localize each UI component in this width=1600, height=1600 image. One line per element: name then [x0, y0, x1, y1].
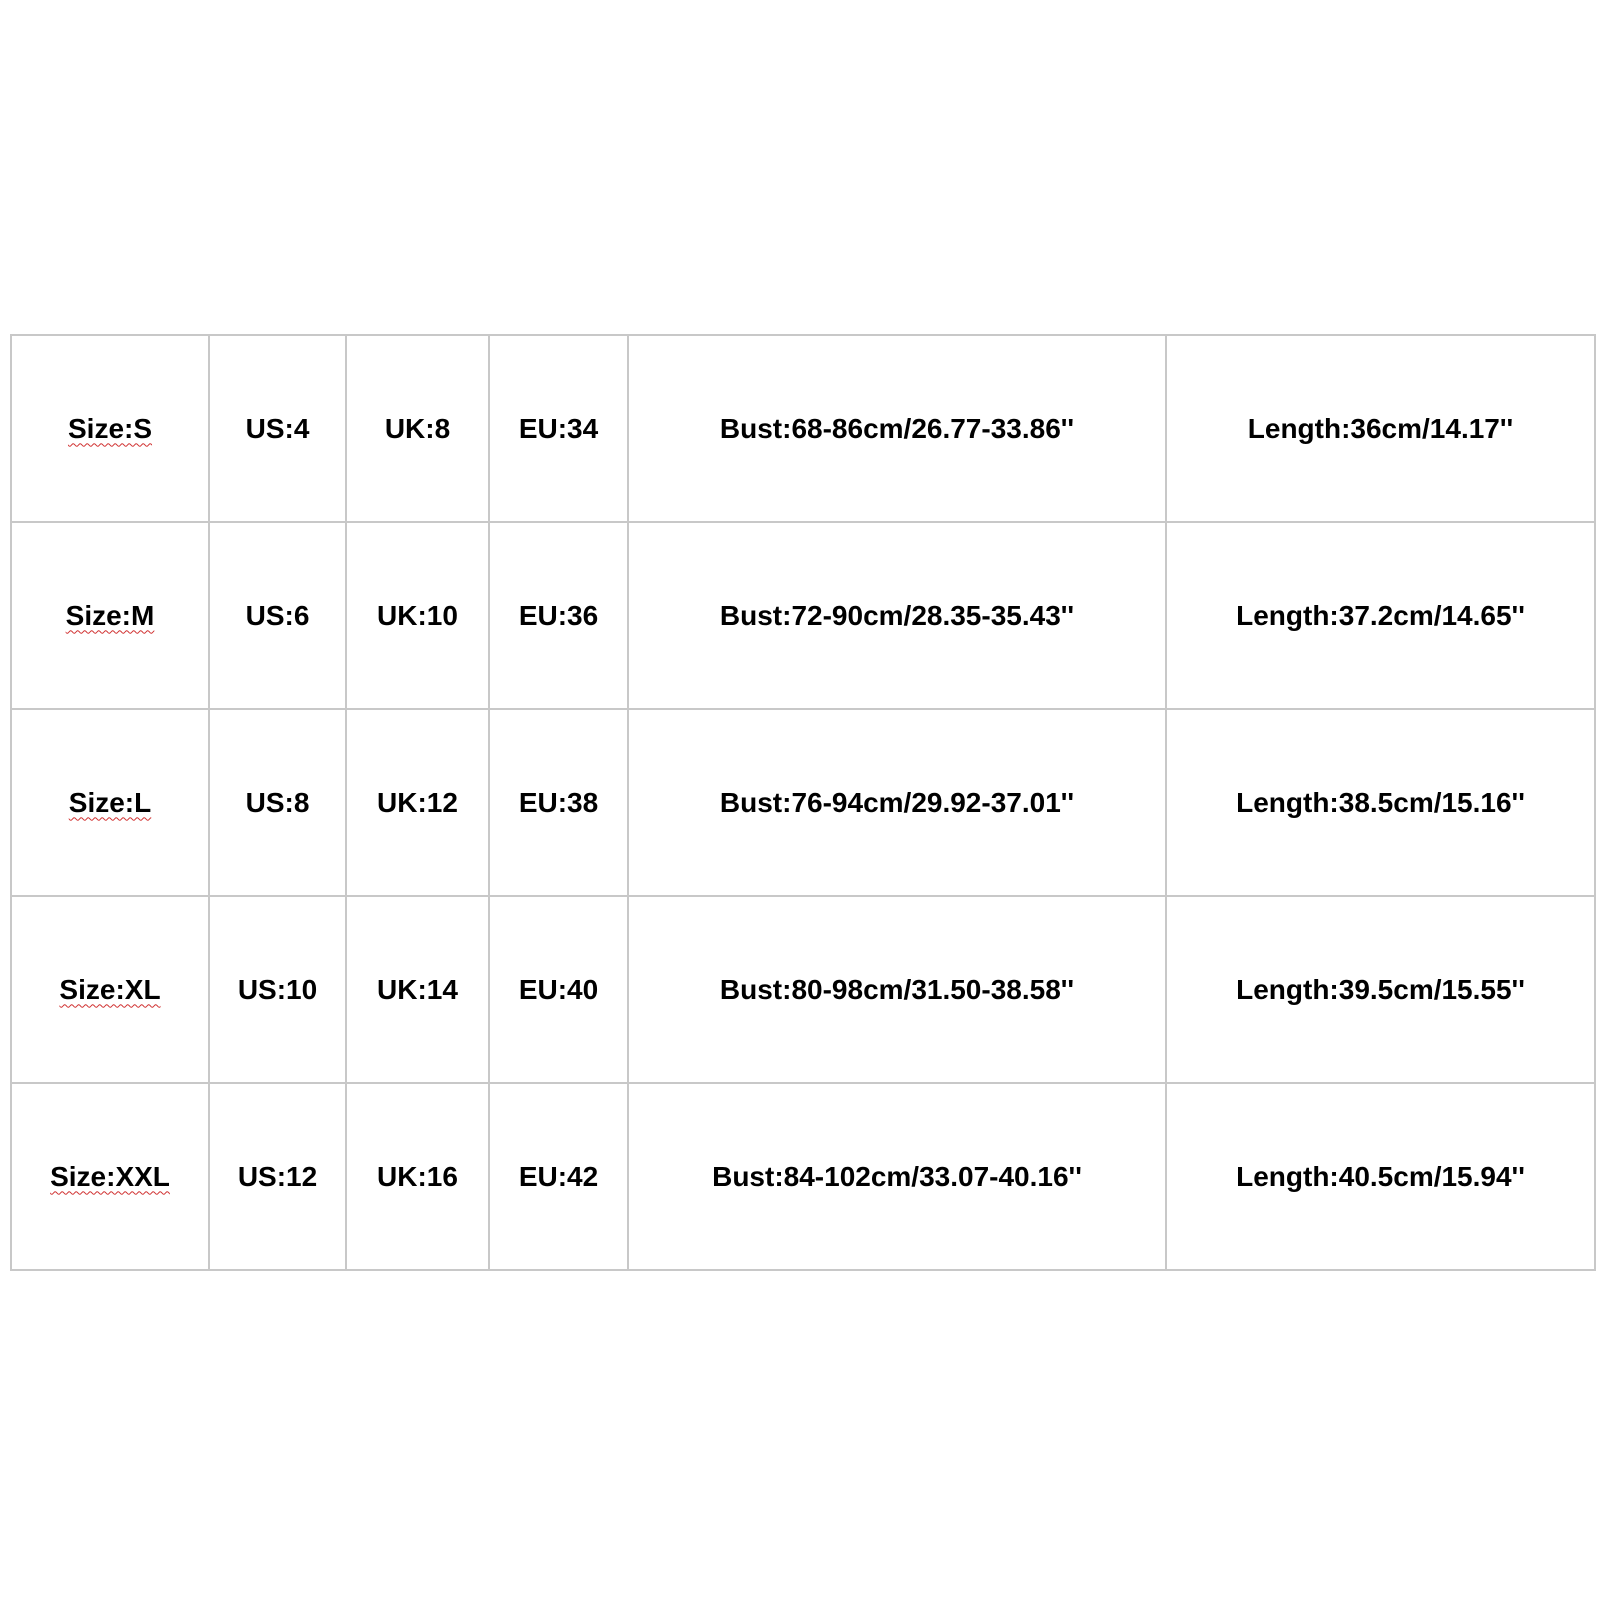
size-cell: [11, 1083, 209, 1270]
table-row: [11, 522, 1595, 709]
size-cell: [11, 335, 209, 522]
size-label: Size:M: [65, 599, 155, 631]
uk-size-cell: UK:10: [346, 522, 489, 709]
length-cell: Length:40.5cm/15.94'': [1166, 1083, 1595, 1270]
size-chart-table: [10, 334, 1596, 1271]
size-label: Size:XXL: [50, 1160, 170, 1192]
bust-cell: Bust:76-94cm/29.92-37.01'': [628, 709, 1166, 896]
size-label: Size:XL: [59, 973, 161, 1005]
table-row: [11, 1083, 1595, 1270]
length-cell: Length:37.2cm/14.65'': [1166, 522, 1595, 709]
bust-cell: Bust:72-90cm/28.35-35.43'': [628, 522, 1166, 709]
bust-cell: Bust:84-102cm/33.07-40.16'': [628, 1083, 1166, 1270]
length-cell: Length:38.5cm/15.16'': [1166, 709, 1595, 896]
us-size-cell: US:10: [209, 896, 346, 1083]
eu-size-cell: EU:36: [489, 522, 628, 709]
length-cell: Length:36cm/14.17'': [1166, 335, 1595, 522]
table-row: [11, 896, 1595, 1083]
size-cell: [11, 522, 209, 709]
uk-size-cell: UK:8: [346, 335, 489, 522]
us-size-cell: US:6: [209, 522, 346, 709]
size-cell: [11, 709, 209, 896]
eu-size-cell: EU:40: [489, 896, 628, 1083]
eu-size-cell: EU:38: [489, 709, 628, 896]
table-row: [11, 335, 1595, 522]
bust-cell: Bust:68-86cm/26.77-33.86'': [628, 335, 1166, 522]
us-size-cell: US:12: [209, 1083, 346, 1270]
bust-cell: Bust:80-98cm/31.50-38.58'': [628, 896, 1166, 1083]
size-cell: [11, 896, 209, 1083]
us-size-cell: US:4: [209, 335, 346, 522]
uk-size-cell: UK:16: [346, 1083, 489, 1270]
uk-size-cell: UK:12: [346, 709, 489, 896]
eu-size-cell: EU:42: [489, 1083, 628, 1270]
eu-size-cell: EU:34: [489, 335, 628, 522]
us-size-cell: US:8: [209, 709, 346, 896]
length-cell: Length:39.5cm/15.55'': [1166, 896, 1595, 1083]
size-label: Size:S: [67, 412, 153, 444]
table-row: [11, 709, 1595, 896]
size-label: Size:L: [68, 786, 152, 818]
uk-size-cell: UK:14: [346, 896, 489, 1083]
